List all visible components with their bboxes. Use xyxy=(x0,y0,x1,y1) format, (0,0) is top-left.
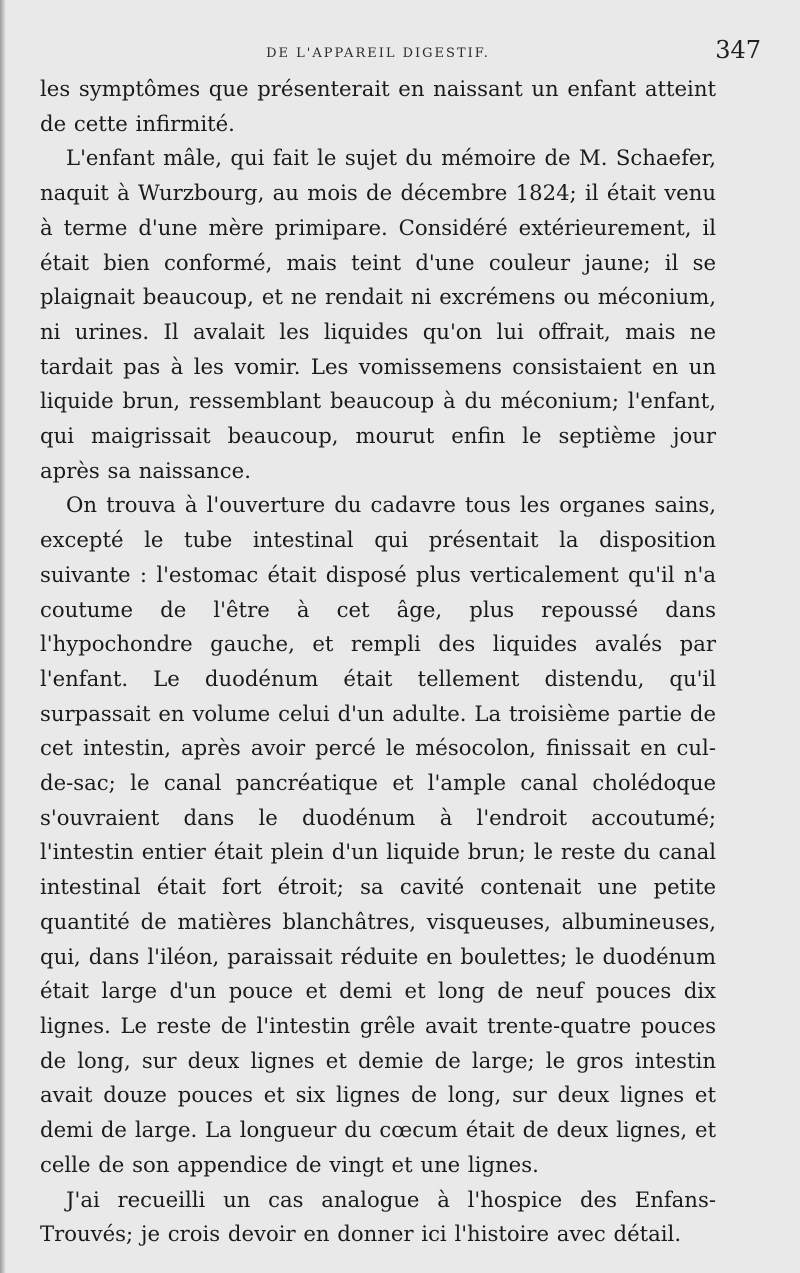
paragraph-analogous-case: J'ai recueilli un cas analogue à l'hospice des Enfans-Trouvés; je crois devoir en donner ici l'histoire avec détail. xyxy=(40,1186,716,1247)
body-text xyxy=(40,72,716,1252)
running-head: DE L'APPAREIL DIGESTIF. xyxy=(266,46,490,61)
page-number: 347 xyxy=(715,36,761,64)
paragraph-autopsy: On trouva à l'ouverture du cadavre tous les organes sains, excepté le tube intestinal qui présentait la disposition suivante : l'estomac était disposé plus verticalement qu'il n'a coutume de l'être à cet âge, plus repoussé dans l'hypochondre gauche, et rempli des liquides avalés par l'enfant. Le duodénum était tellement distendu, qu'il surpassait en volume celui d'un adulte. La troisième partie de cet intestin, après avoir percé le mésocolon, finissait en cul-de-sac; le canal pancréatique et l'ample canal cholédoque s'ouvraient dans le duodénum à l'endroit accoutumé; l'intestin entier était plein d'un liquide brun; le reste du canal intestinal était fort étroit; sa cavité contenait une petite quantité de matières blanchâtres, visqueuses, albumineuses, qui, dans l'iléon, paraissait réduite en boulettes; le duodénum était large d'un pouce et demi et long de neuf pouces dix lignes. Le reste de l'intestin grêle avait trente-quatre pouces de long, sur deux lignes et demie de large; le gros intestin avait douze pouces et six lignes de long, sur deux lignes et demi de large. La longueur du cœcum était de deux lignes, et celle de son appendice de vingt et une lignes. xyxy=(40,492,716,1177)
paragraph-case-schaefer: L'enfant mâle, qui fait le sujet du mémoire de M. Schaefer, naquit à Wurzbourg, au mois de décembre 1824; il était venu à terme d'une mère primipare. Considéré extérieurement, il était bien conformé, mais teint d'une couleur jaune; il se plaignait beaucoup, et ne rendait ni excrémens ou méconium, ni urines. Il avalait les liquides qu'on lui offrait, mais ne tardait pas à les vomir. Les vomissemens consistaient en un liquide brun, ressemblant beaucoup à du méconium; l'enfant, qui maigrissait beaucoup, mourut enfin le septième jour après sa naissance. xyxy=(40,145,716,483)
page-header xyxy=(40,36,761,76)
paragraph-continuation: les symptômes que présenterait en naissant un enfant atteint de cette infirmité. xyxy=(40,76,716,136)
